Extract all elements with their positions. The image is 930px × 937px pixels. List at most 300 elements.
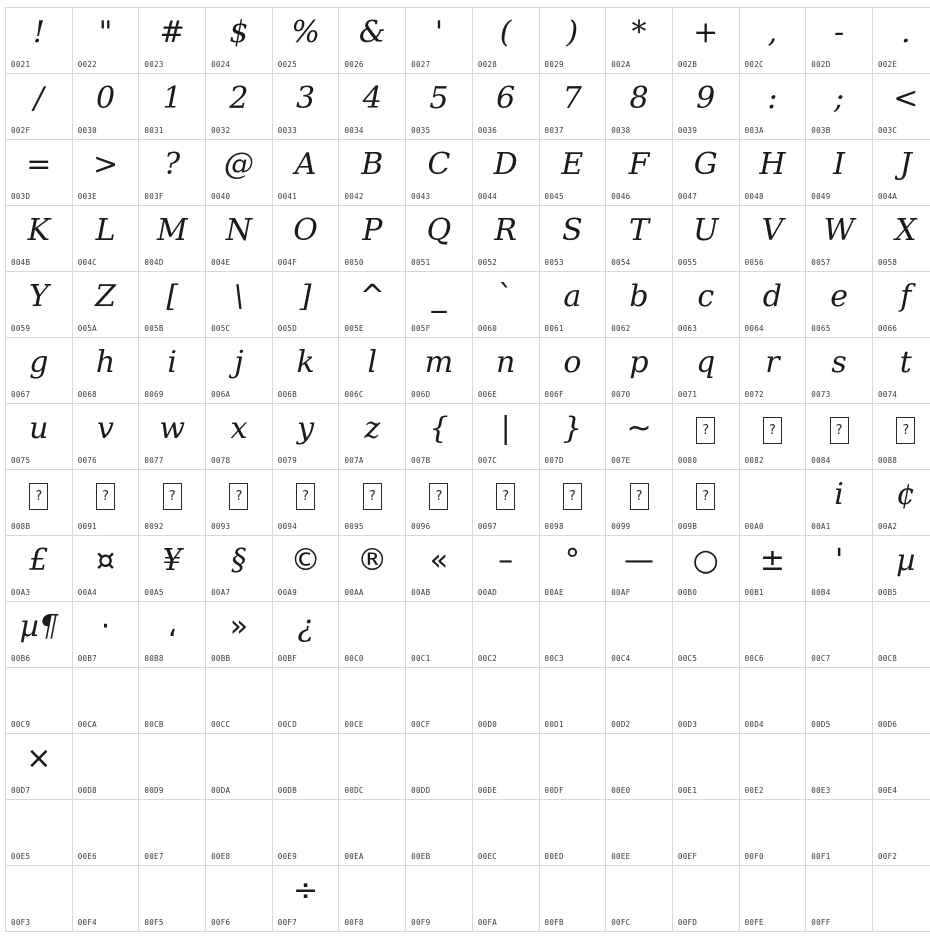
glyph-cell[interactable] xyxy=(806,470,873,536)
glyph-preview: ± xyxy=(740,538,806,584)
glyph-cell[interactable] xyxy=(139,272,206,338)
glyph-cell[interactable] xyxy=(872,338,930,404)
glyph-cell[interactable] xyxy=(606,800,673,866)
glyph-preview: R xyxy=(473,208,539,254)
glyph-cell[interactable] xyxy=(739,470,806,536)
glyph-cell[interactable] xyxy=(539,470,606,536)
glyph-cell[interactable] xyxy=(539,800,606,866)
glyph-cell[interactable] xyxy=(206,206,273,272)
glyph-cell[interactable] xyxy=(672,206,739,272)
glyph-cell[interactable] xyxy=(672,668,739,734)
glyph-cell-inner xyxy=(206,734,272,799)
glyph-cell[interactable] xyxy=(206,668,273,734)
glyph-cell[interactable] xyxy=(472,470,539,536)
glyph-codepoint: 0094 xyxy=(278,522,297,531)
glyph-cell-inner xyxy=(139,668,205,733)
glyph-cell[interactable] xyxy=(606,734,673,800)
glyph-cell[interactable] xyxy=(339,404,406,470)
glyph-cell[interactable] xyxy=(206,470,273,536)
glyph-codepoint: 00CB xyxy=(144,720,163,729)
glyph-cell-inner xyxy=(339,206,405,271)
glyph-cell-inner xyxy=(873,404,930,469)
glyph-cell-inner xyxy=(139,734,205,799)
glyph-cell[interactable] xyxy=(72,140,139,206)
glyph-cell-inner xyxy=(73,74,139,139)
glyph-codepoint: 00E8 xyxy=(211,852,230,861)
glyph-codepoint: 005E xyxy=(344,324,363,333)
glyph-cell[interactable] xyxy=(272,800,339,866)
glyph-codepoint: 00D9 xyxy=(144,786,163,795)
glyph-cell-inner xyxy=(273,734,339,799)
glyph-cell[interactable] xyxy=(606,338,673,404)
glyph-cell[interactable] xyxy=(806,74,873,140)
glyph-cell[interactable] xyxy=(6,734,73,800)
glyph-cell[interactable] xyxy=(472,866,539,932)
glyph-preview: ~ xyxy=(606,406,672,452)
glyph-cell[interactable] xyxy=(539,272,606,338)
glyph-cell[interactable] xyxy=(806,602,873,668)
glyph-cell[interactable] xyxy=(6,470,73,536)
glyph-cell[interactable] xyxy=(406,668,473,734)
glyph-cell[interactable] xyxy=(739,734,806,800)
glyph-preview: 3 xyxy=(273,76,339,122)
glyph-cell[interactable] xyxy=(72,602,139,668)
glyph-cell[interactable] xyxy=(606,74,673,140)
glyph-cell[interactable] xyxy=(272,74,339,140)
glyph-cell-inner xyxy=(806,74,872,139)
glyph-cell[interactable] xyxy=(672,404,739,470)
glyph-cell[interactable] xyxy=(72,206,139,272)
glyph-cell[interactable] xyxy=(872,866,930,932)
glyph-cell-inner xyxy=(273,668,339,733)
glyph-codepoint: 0072 xyxy=(745,390,764,399)
glyph-cell[interactable] xyxy=(339,206,406,272)
glyph-cell[interactable] xyxy=(672,470,739,536)
glyph-cell[interactable] xyxy=(739,536,806,602)
glyph-cell-inner xyxy=(206,140,272,205)
glyph-cell[interactable] xyxy=(206,338,273,404)
glyph-cell[interactable] xyxy=(539,734,606,800)
glyph-cell[interactable] xyxy=(272,272,339,338)
glyph-cell[interactable] xyxy=(272,470,339,536)
glyph-codepoint: 0025 xyxy=(278,60,297,69)
glyph-cell[interactable] xyxy=(472,74,539,140)
glyph-cell[interactable] xyxy=(206,800,273,866)
glyph-cell[interactable] xyxy=(806,668,873,734)
glyph-cell-inner xyxy=(6,668,72,733)
glyph-cell[interactable] xyxy=(139,338,206,404)
glyph-preview xyxy=(206,472,272,518)
glyph-cell[interactable] xyxy=(272,140,339,206)
glyph-cell[interactable] xyxy=(539,404,606,470)
glyph-cell[interactable] xyxy=(872,800,930,866)
glyph-cell-inner xyxy=(540,734,606,799)
glyph-cell[interactable] xyxy=(6,668,73,734)
glyph-cell[interactable] xyxy=(72,800,139,866)
glyph-cell[interactable] xyxy=(272,536,339,602)
glyph-cell[interactable] xyxy=(806,800,873,866)
glyph-cell[interactable] xyxy=(339,866,406,932)
glyph-cell[interactable] xyxy=(539,536,606,602)
glyph-cell[interactable] xyxy=(72,734,139,800)
glyph-cell[interactable] xyxy=(739,140,806,206)
glyph-cell[interactable] xyxy=(539,866,606,932)
glyph-cell[interactable] xyxy=(739,668,806,734)
glyph-cell[interactable] xyxy=(72,866,139,932)
glyph-cell[interactable] xyxy=(72,272,139,338)
glyph-codepoint: 0049 xyxy=(811,192,830,201)
glyph-cell[interactable] xyxy=(339,800,406,866)
glyph-cell[interactable] xyxy=(272,866,339,932)
glyph-codepoint: 00DB xyxy=(278,786,297,795)
glyph-cell[interactable] xyxy=(406,734,473,800)
glyph-cell-inner xyxy=(606,866,672,931)
glyph-cell[interactable] xyxy=(472,338,539,404)
glyph-cell-inner xyxy=(73,734,139,799)
glyph-cell[interactable] xyxy=(606,8,673,74)
glyph-cell-inner xyxy=(6,74,72,139)
glyph-cell[interactable] xyxy=(872,470,930,536)
glyph-codepoint: 00C0 xyxy=(344,654,363,663)
glyph-preview: ; xyxy=(806,76,872,122)
glyph-cell-inner xyxy=(139,140,205,205)
glyph-cell[interactable] xyxy=(406,74,473,140)
glyph-cell[interactable] xyxy=(472,404,539,470)
glyph-cell[interactable] xyxy=(339,602,406,668)
glyph-cell[interactable] xyxy=(539,206,606,272)
glyph-cell-inner xyxy=(139,338,205,403)
glyph-codepoint: 0022 xyxy=(78,60,97,69)
glyph-cell[interactable] xyxy=(539,668,606,734)
glyph-codepoint: 00C6 xyxy=(745,654,764,663)
glyph-cell[interactable] xyxy=(72,668,139,734)
glyph-cell[interactable] xyxy=(339,734,406,800)
glyph-cell[interactable] xyxy=(206,272,273,338)
glyph-cell[interactable] xyxy=(672,536,739,602)
glyph-cell[interactable] xyxy=(872,140,930,206)
glyph-cell[interactable] xyxy=(139,470,206,536)
glyph-cell[interactable] xyxy=(472,536,539,602)
glyph-cell[interactable] xyxy=(406,404,473,470)
glyph-cell[interactable] xyxy=(472,206,539,272)
glyph-cell[interactable] xyxy=(806,404,873,470)
glyph-cell-inner xyxy=(806,404,872,469)
glyph-preview: ¢ xyxy=(873,472,930,518)
glyph-cell[interactable] xyxy=(472,8,539,74)
glyph-cell[interactable] xyxy=(72,74,139,140)
glyph-preview: | xyxy=(473,406,539,452)
glyph-codepoint: 0097 xyxy=(478,522,497,531)
glyph-cell[interactable] xyxy=(272,338,339,404)
glyph-cell[interactable] xyxy=(406,470,473,536)
glyph-cell[interactable] xyxy=(139,140,206,206)
glyph-cell[interactable] xyxy=(139,8,206,74)
glyph-cell[interactable] xyxy=(206,536,273,602)
glyph-cell-inner xyxy=(73,470,139,535)
glyph-codepoint: 0062 xyxy=(611,324,630,333)
glyph-codepoint: 0098 xyxy=(545,522,564,531)
glyph-codepoint: 00C8 xyxy=(878,654,897,663)
glyph-codepoint: 00DA xyxy=(211,786,230,795)
glyph-cell[interactable] xyxy=(672,74,739,140)
glyph-cell[interactable] xyxy=(806,536,873,602)
glyph-cell[interactable] xyxy=(872,668,930,734)
glyph-cell[interactable] xyxy=(339,668,406,734)
glyph-cell[interactable] xyxy=(739,8,806,74)
glyph-codepoint: 0054 xyxy=(611,258,630,267)
glyph-cell[interactable] xyxy=(672,602,739,668)
glyph-cell[interactable] xyxy=(606,866,673,932)
glyph-cell-inner xyxy=(206,866,272,931)
glyph-cell[interactable] xyxy=(406,206,473,272)
glyph-preview: { xyxy=(406,406,472,452)
glyph-cell[interactable] xyxy=(806,140,873,206)
glyph-cell[interactable] xyxy=(272,734,339,800)
glyph-cell[interactable] xyxy=(206,734,273,800)
glyph-cell-inner xyxy=(6,470,72,535)
glyph-preview xyxy=(139,736,205,782)
glyph-cell[interactable] xyxy=(139,404,206,470)
glyph-preview: a xyxy=(540,274,606,320)
glyph-cell[interactable] xyxy=(872,206,930,272)
glyph-cell[interactable] xyxy=(872,734,930,800)
glyph-preview xyxy=(73,802,139,848)
glyph-cell-inner xyxy=(473,602,539,667)
glyph-cell[interactable] xyxy=(406,8,473,74)
glyph-cell-inner xyxy=(339,140,405,205)
glyph-preview: $ xyxy=(206,10,272,56)
glyph-cell[interactable] xyxy=(872,8,930,74)
glyph-preview xyxy=(873,736,930,782)
glyph-preview: 1 xyxy=(139,76,205,122)
glyph-cell-inner xyxy=(740,338,806,403)
glyph-cell[interactable] xyxy=(6,338,73,404)
glyph-cell[interactable] xyxy=(606,206,673,272)
glyph-cell[interactable] xyxy=(739,206,806,272)
glyph-preview xyxy=(806,802,872,848)
glyph-cell[interactable] xyxy=(672,140,739,206)
glyph-codepoint: 0045 xyxy=(545,192,564,201)
glyph-codepoint: 00DD xyxy=(411,786,430,795)
glyph-cell[interactable] xyxy=(206,404,273,470)
glyph-cell[interactable] xyxy=(606,470,673,536)
glyph-codepoint: 00A3 xyxy=(11,588,30,597)
glyph-cell[interactable] xyxy=(672,338,739,404)
glyph-cell[interactable] xyxy=(6,272,73,338)
glyph-cell[interactable] xyxy=(672,866,739,932)
glyph-cell[interactable] xyxy=(72,470,139,536)
glyph-preview xyxy=(873,868,930,914)
glyph-cell[interactable] xyxy=(539,74,606,140)
glyph-cell[interactable] xyxy=(139,536,206,602)
glyph-cell[interactable] xyxy=(339,140,406,206)
glyph-cell[interactable] xyxy=(472,734,539,800)
glyph-preview: i xyxy=(806,472,872,518)
glyph-preview: ¿ xyxy=(273,604,339,650)
glyph-cell[interactable] xyxy=(539,8,606,74)
glyph-cell[interactable] xyxy=(406,140,473,206)
glyph-cell[interactable] xyxy=(339,536,406,602)
glyph-cell[interactable] xyxy=(139,74,206,140)
glyph-preview xyxy=(540,670,606,716)
glyph-preview: M xyxy=(139,208,205,254)
glyph-cell-inner xyxy=(473,536,539,601)
glyph-cell[interactable] xyxy=(139,866,206,932)
glyph-cell-inner xyxy=(740,470,806,535)
glyph-row xyxy=(6,272,930,338)
glyph-cell[interactable] xyxy=(872,272,930,338)
glyph-cell[interactable] xyxy=(806,206,873,272)
glyph-cell[interactable] xyxy=(872,404,930,470)
glyph-cell[interactable] xyxy=(739,800,806,866)
glyph-cell[interactable] xyxy=(472,668,539,734)
glyph-cell[interactable] xyxy=(606,536,673,602)
glyph-cell[interactable] xyxy=(6,602,73,668)
glyph-cell[interactable] xyxy=(6,8,73,74)
glyph-cell[interactable] xyxy=(406,602,473,668)
glyph-cell[interactable] xyxy=(6,206,73,272)
glyph-codepoint: 0065 xyxy=(811,324,830,333)
glyph-cell[interactable] xyxy=(739,272,806,338)
glyph-cell[interactable] xyxy=(72,338,139,404)
glyph-cell[interactable] xyxy=(272,206,339,272)
glyph-cell[interactable] xyxy=(339,272,406,338)
glyph-cell[interactable] xyxy=(206,8,273,74)
glyph-preview xyxy=(406,472,472,518)
glyph-cell[interactable] xyxy=(606,140,673,206)
glyph-cell-inner xyxy=(73,338,139,403)
glyph-cell-inner xyxy=(406,800,472,865)
glyph-preview xyxy=(740,472,806,518)
glyph-cell[interactable] xyxy=(72,404,139,470)
glyph-cell[interactable] xyxy=(339,74,406,140)
glyph-cell[interactable] xyxy=(539,140,606,206)
glyph-cell[interactable] xyxy=(272,404,339,470)
glyph-preview: X xyxy=(873,208,930,254)
glyph-cell[interactable] xyxy=(339,8,406,74)
glyph-cell[interactable] xyxy=(806,734,873,800)
glyph-cell[interactable] xyxy=(406,866,473,932)
glyph-cell[interactable] xyxy=(206,140,273,206)
glyph-cell-inner xyxy=(806,734,872,799)
glyph-cell[interactable] xyxy=(6,800,73,866)
glyph-cell[interactable] xyxy=(406,272,473,338)
glyph-codepoint: 00DF xyxy=(545,786,564,795)
glyph-cell[interactable] xyxy=(606,602,673,668)
glyph-cell[interactable] xyxy=(739,866,806,932)
glyph-cell[interactable] xyxy=(339,470,406,536)
glyph-cell[interactable] xyxy=(472,800,539,866)
glyph-cell[interactable] xyxy=(739,602,806,668)
glyph-codepoint: 00FE xyxy=(745,918,764,927)
glyph-cell[interactable] xyxy=(672,800,739,866)
glyph-preview: Y xyxy=(6,274,72,320)
glyph-cell[interactable] xyxy=(6,140,73,206)
glyph-cell[interactable] xyxy=(6,404,73,470)
glyph-cell[interactable] xyxy=(406,800,473,866)
glyph-cell[interactable] xyxy=(139,206,206,272)
glyph-cell[interactable] xyxy=(606,404,673,470)
glyph-cell[interactable] xyxy=(72,536,139,602)
glyph-cell[interactable] xyxy=(672,272,739,338)
glyph-cell[interactable] xyxy=(72,8,139,74)
glyph-preview: , xyxy=(740,10,806,56)
glyph-cell[interactable] xyxy=(339,338,406,404)
glyph-cell[interactable] xyxy=(472,272,539,338)
glyph-codepoint: 0082 xyxy=(745,456,764,465)
glyph-cell[interactable] xyxy=(872,536,930,602)
glyph-cell[interactable] xyxy=(139,800,206,866)
glyph-row xyxy=(6,338,930,404)
glyph-cell[interactable] xyxy=(672,734,739,800)
glyph-cell[interactable] xyxy=(539,602,606,668)
glyph-cell-inner xyxy=(740,734,806,799)
glyph-cell[interactable] xyxy=(406,338,473,404)
glyph-cell[interactable] xyxy=(6,866,73,932)
glyph-cell-inner xyxy=(406,338,472,403)
glyph-cell[interactable] xyxy=(472,140,539,206)
glyph-cell[interactable] xyxy=(139,668,206,734)
glyph-preview xyxy=(406,670,472,716)
glyph-cell[interactable] xyxy=(672,8,739,74)
glyph-cell[interactable] xyxy=(806,8,873,74)
glyph-cell[interactable] xyxy=(739,74,806,140)
glyph-cell[interactable] xyxy=(806,338,873,404)
glyph-cell[interactable] xyxy=(272,8,339,74)
glyph-cell-inner xyxy=(873,206,930,271)
glyph-codepoint: 00E6 xyxy=(78,852,97,861)
glyph-cell[interactable] xyxy=(606,668,673,734)
glyph-cell-inner xyxy=(339,800,405,865)
glyph-cell[interactable] xyxy=(806,866,873,932)
glyph-cell-inner xyxy=(540,206,606,271)
glyph-cell[interactable] xyxy=(139,734,206,800)
glyph-cell[interactable] xyxy=(739,404,806,470)
glyph-preview xyxy=(406,868,472,914)
glyph-cell-inner xyxy=(273,404,339,469)
glyph-preview: P xyxy=(339,208,405,254)
glyph-preview xyxy=(606,604,672,650)
glyph-preview: Z xyxy=(73,274,139,320)
glyph-preview: T xyxy=(606,208,672,254)
glyph-cell-inner xyxy=(673,602,739,667)
glyph-cell[interactable] xyxy=(872,74,930,140)
glyph-cell[interactable] xyxy=(806,272,873,338)
glyph-preview: A xyxy=(273,142,339,188)
glyph-cell[interactable] xyxy=(206,74,273,140)
glyph-cell[interactable] xyxy=(6,536,73,602)
glyph-cell[interactable] xyxy=(872,602,930,668)
glyph-cell[interactable] xyxy=(6,74,73,140)
glyph-preview: G xyxy=(673,142,739,188)
glyph-codepoint: 00EA xyxy=(344,852,363,861)
glyph-cell[interactable] xyxy=(206,602,273,668)
glyph-cell[interactable] xyxy=(406,536,473,602)
glyph-preview: S xyxy=(540,208,606,254)
glyph-preview xyxy=(339,736,405,782)
glyph-cell[interactable] xyxy=(606,272,673,338)
glyph-preview: 7 xyxy=(540,76,606,122)
glyph-cell[interactable] xyxy=(272,602,339,668)
glyph-cell[interactable] xyxy=(139,602,206,668)
glyph-cell[interactable] xyxy=(272,668,339,734)
notdef-box-icon: ? xyxy=(763,417,782,444)
glyph-cell[interactable] xyxy=(472,602,539,668)
glyph-cell[interactable] xyxy=(206,866,273,932)
glyph-codepoint: 009B xyxy=(678,522,697,531)
glyph-cell[interactable] xyxy=(739,338,806,404)
glyph-cell[interactable] xyxy=(539,338,606,404)
